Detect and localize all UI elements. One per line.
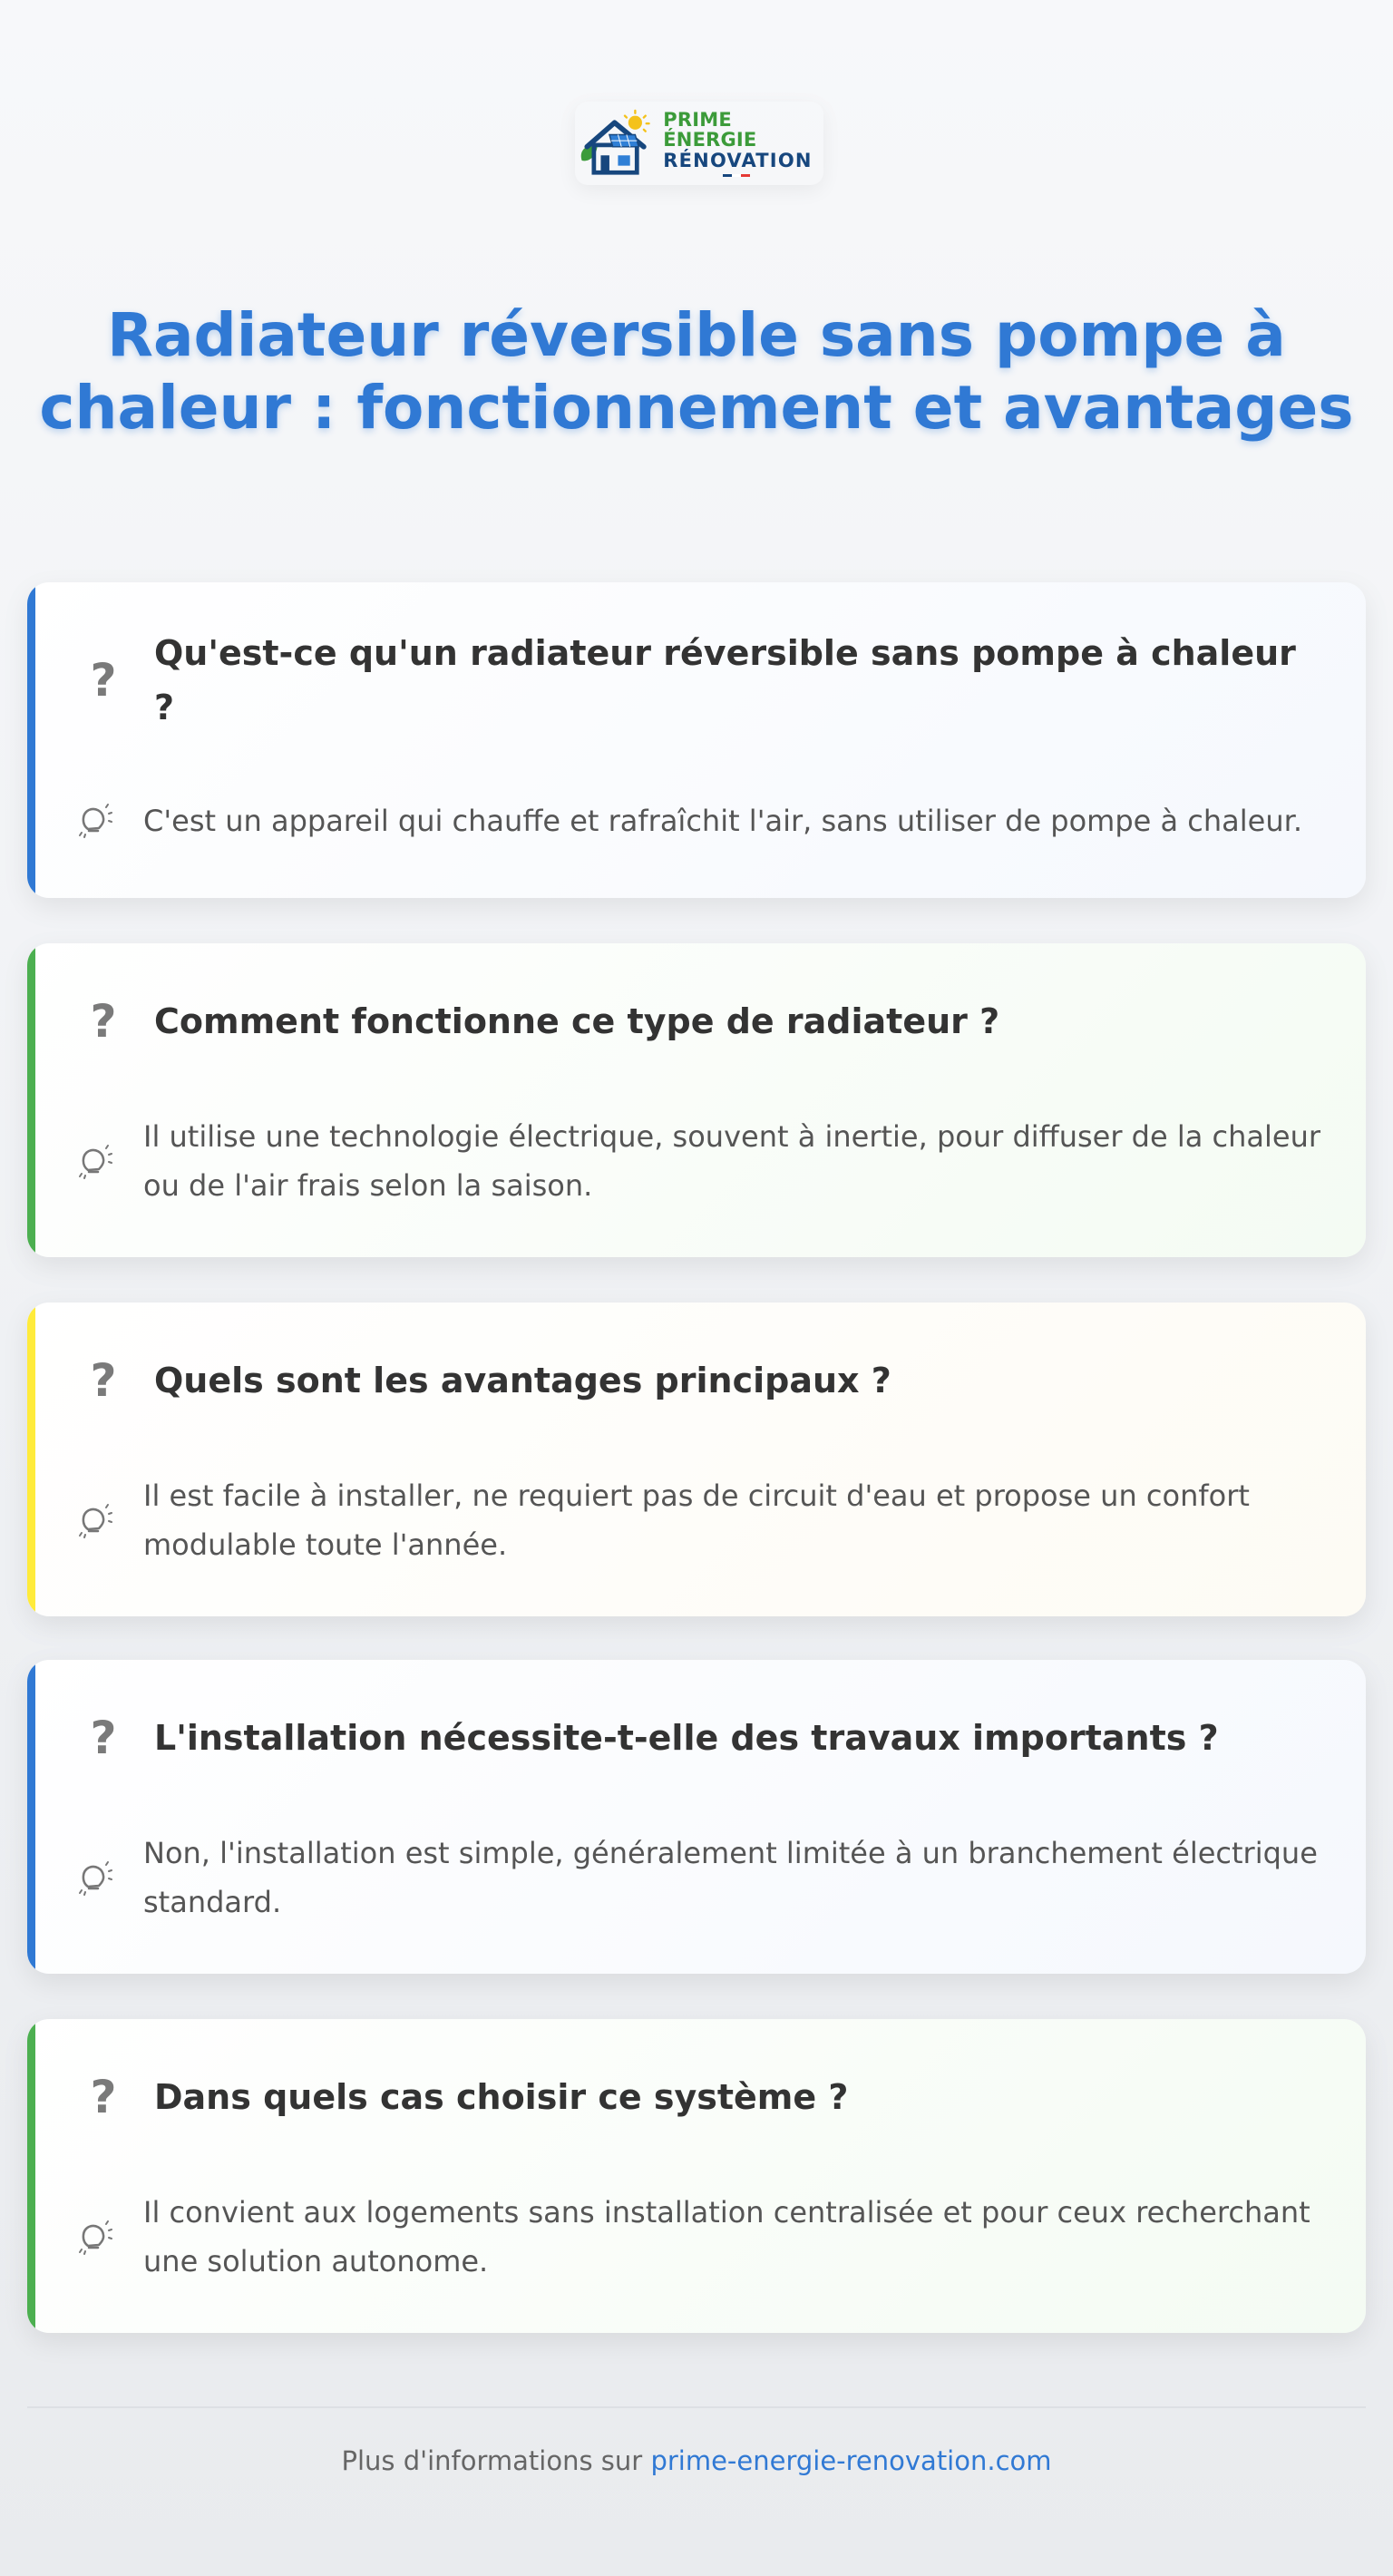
lightbulb-icon (74, 800, 114, 840)
page-title: Radiateur réversible sans pompe à chaleur : fonctionnement et avantages (39, 300, 1354, 443)
faq-answer: Il est facile à installer, ne requiert pas de circuit d'eau et propose un confort modulable toute l'année. (143, 1478, 1250, 1562)
footer-text: Plus d'informations sur (341, 2445, 651, 2476)
footer (0, 2445, 1393, 2476)
faq-card (27, 943, 1366, 1257)
lightbulb-icon (74, 1858, 114, 1898)
faq-question: L'installation nécessite-t-elle des travaux importants ? (154, 1718, 1219, 1758)
faq-answer: Il convient aux logements sans installation centralisée et pour ceux recherchant une solution autonome. (143, 2195, 1310, 2278)
house-solar-icon (575, 107, 654, 180)
faq-card (27, 582, 1366, 898)
faq-question: Dans quels cas choisir ce système ? (154, 2077, 849, 2117)
french-flag-icon (723, 174, 823, 177)
faq-answer: C'est un appareil qui chauffe et rafraîchit l'air, sans utiliser de pompe à chaleur. (143, 804, 1302, 838)
faq-card (27, 1303, 1366, 1616)
footer-divider (27, 2406, 1366, 2408)
faq-answer: Non, l'installation est simple, généralement limitée à un branchement électrique standard. (143, 1836, 1318, 1919)
question-mark-icon: ? (90, 2071, 117, 2123)
faq-question: Quels sont les avantages principaux ? (154, 1361, 891, 1400)
brand-name-line2: RÉNOVATION (663, 149, 813, 171)
accent-bar (27, 943, 35, 1257)
question-mark-icon: ? (90, 654, 117, 707)
accent-bar (27, 1660, 35, 1974)
lightbulb-icon (74, 1141, 114, 1181)
brand-name-line1: PRIME ÉNERGIE (663, 109, 757, 151)
faq-question: Comment fonctionne ce type de radiateur ? (154, 1001, 1000, 1041)
faq-card (27, 2019, 1366, 2333)
accent-bar (27, 582, 35, 898)
question-mark-icon: ? (90, 1354, 117, 1407)
faq-card (27, 1660, 1366, 1974)
faq-answer: Il utilise une technologie électrique, souvent à inertie, pour diffuser de la chaleur ou de l'air frais selon la saison. (143, 1119, 1321, 1203)
accent-bar (27, 1303, 35, 1616)
footer-link[interactable]: prime-energie-renovation.com (650, 2445, 1052, 2476)
question-mark-icon: ? (90, 1712, 117, 1764)
faq-question: Qu'est-ce qu'un radiateur réversible sans pompe à chaleur ? (154, 633, 1296, 727)
accent-bar (27, 2019, 35, 2333)
lightbulb-icon (74, 2217, 114, 2257)
question-mark-icon: ? (90, 995, 117, 1048)
lightbulb-icon (74, 1500, 114, 1540)
brand-logo[interactable] (575, 102, 823, 185)
